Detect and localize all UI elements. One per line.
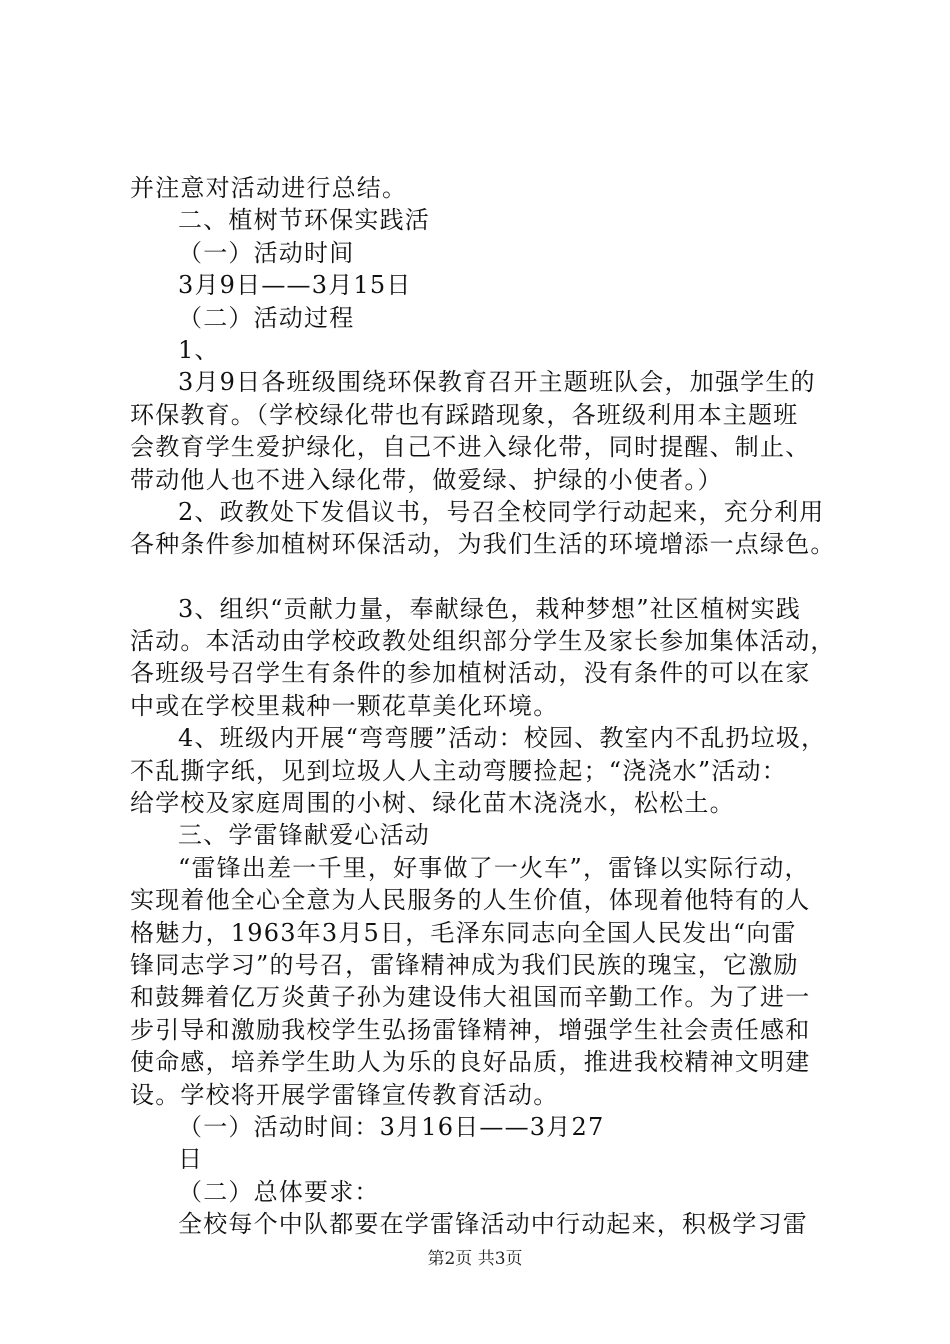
list-number: 1、 [178,335,220,364]
text-line: 不乱撕字纸，见到垃圾人人主动弯腰捡起；“浇浇水”活动： [130,756,787,785]
subsection-heading: （一）活动时间 [178,238,355,267]
section-heading: 二、植树节环保实践活 [178,206,430,235]
text-line: 各种条件参加植树环保活动，为我们生活的环境增添一点绿色。 [130,530,836,559]
document-body [130,172,850,1241]
text-line: 和鼓舞着亿万炎黄子孙为建设伟大祖国而辛勤工作。为了进一 [130,983,811,1012]
text-line: 2、政教处下发倡议书，号召全校同学行动起来，充分利用 [178,497,825,526]
text-line: 步引导和激励我校学生弘扬雷锋精神，增强学生社会责任感和 [130,1015,811,1044]
subsection-heading: （一）活动时间：3月16日——3月27 [178,1112,605,1141]
text-line: 各班级号召学生有条件的参加植树活动，没有条件的可以在家 [130,659,811,688]
text-line: “雷锋出差一千里，好事做了一火车”，雷锋以实际行动， [178,853,810,882]
text-line: 并注意对活动进行总结。 [130,174,408,202]
text-line: 设。学校将开展学雷锋宣传教育活动。 [130,1080,559,1109]
text-line: 环保教育。（学校绿化带也有踩踏现象，各班级利用本主题班 [130,400,799,429]
text-line: 3月9日——3月15日 [178,271,412,300]
text-line: 格魅力，1963年3月5日，毛泽东同志向全国人民发出“向雷 [130,918,797,947]
text-line: 日 [178,1145,204,1174]
text-line: 会教育学生爱护绿化，自己不进入绿化带，同时提醒、制止、 [130,433,811,462]
text-line: 锋同志学习”的号召，雷锋精神成为我们民族的瑰宝，它激励 [130,950,799,979]
text-line: 3、组织“贡献力量，奉献绿色，栽种梦想”社区植树实践 [178,594,802,623]
text-line: 中或在学校里栽种一颗花草美化环境。 [130,691,559,720]
section-heading: 三、学雷锋献爱心活动 [178,821,430,850]
text-line: 实现着他全心全意为人民服务的人生价值，体现着他特有的人 [130,886,811,915]
subsection-heading: （二）活动过程 [178,303,355,332]
text-line: 全校每个中队都要在学雷锋活动中行动起来，积极学习雷 [178,1210,808,1239]
subsection-heading: （二）总体要求： [178,1177,380,1206]
text-line: 给学校及家庭周围的小树、绿化苗木浇浇水，松松土。 [130,789,735,818]
text-line: 3月9日各班级围绕环保教育召开主题班队会，加强学生的 [178,368,816,397]
text-line: 带动他人也不进入绿化带，做爱绿、护绿的小使者。） [130,465,723,494]
text-line: 4、班级内开展“弯弯腰”活动：校园、教室内不乱扔垃圾， [178,724,827,753]
text-line: 使命感，培养学生助人为乐的良好品质，推进我校精神文明建 [130,1048,811,1077]
text-line: 活动。本活动由学校政教处组织部分学生及家长参加集体活动， [130,627,836,656]
paragraph-gap [130,561,850,593]
page-footer [0,1244,950,1269]
page-number: 第2页 共3页 [427,1249,523,1269]
